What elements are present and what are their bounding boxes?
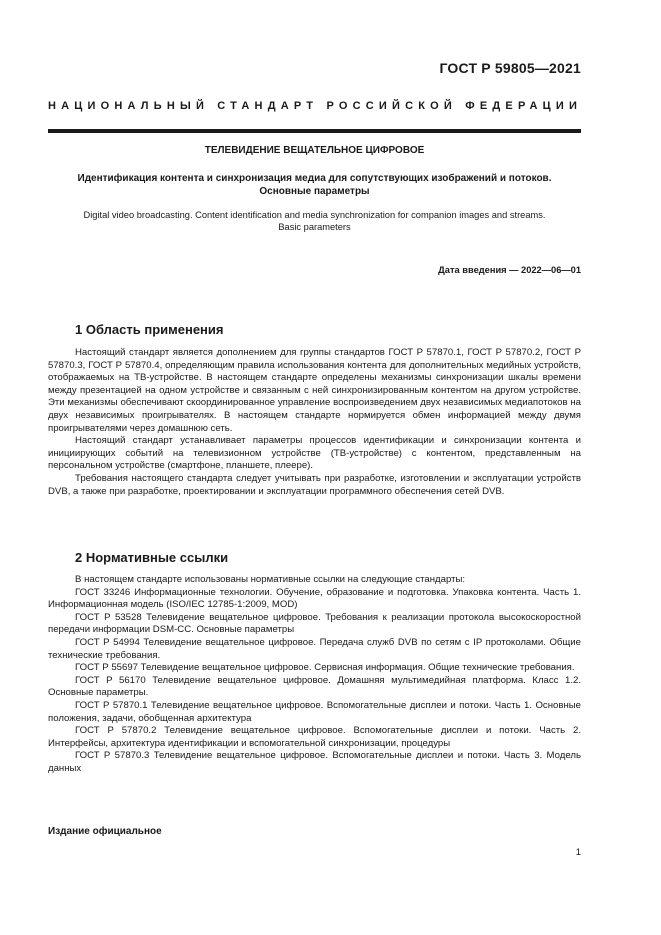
paragraph: В настоящем стандарте использованы нормативные ссылки на следующие стандарты: xyxy=(75,574,466,585)
subtitle-ru-line: Идентификация контента и синхронизация медиа для сопутствующих изображений и потоков. xyxy=(77,173,552,184)
section-1-body xyxy=(48,347,581,498)
reference-item: ГОСТ Р 55697 Телевидение вещательное цифровое. Сервисная информация. Общие технические требования. xyxy=(75,662,575,674)
introduction-date: Дата введения — 2022—06—01 xyxy=(438,265,581,275)
section-2-body xyxy=(48,574,581,776)
document-title: ТЕЛЕВИДЕНИЕ ВЕЩАТЕЛЬНОЕ ЦИФРОВОЕ xyxy=(204,145,425,156)
paragraph: Настоящий стандарт является дополнением для группы стандартов ГОСТ Р 57870.1, ГОСТ Р 57870.2, ГОСТ Р 57870.3, ГОСТ Р 57870.4, определяющим правила использования контента для дополнительных медийных устройств, отображаемых на ТВ-устройстве. В настоящем стандарте определены механизмы синхронизации шкалы времени между презентацией на одном устройстве и связанным с ней синхронизированным контентом на другом устройстве. Эти механизмы обеспечивают скоординированное управление воспроизведением двух независимых медиапотоков на двух независимых проигрывателях. В настоящем стандарте нормируется обмен информацией между двумя проигрывателями через домашнюю сеть. xyxy=(48,347,581,434)
subtitle-russian xyxy=(48,172,581,198)
subtitle-en-line: Digital video broadcasting. Content identification and media synchronization for companion images and streams. xyxy=(83,210,546,220)
section-2-heading: 2 Нормативные ссылки xyxy=(75,550,229,565)
reference-item: ГОСТ 33246 Информационные технологии. Обучение, образование и подготовка. Упаковка контента. Часть 1. Информационная модель (ISO/IEC 12785-1:2009, MOD) xyxy=(48,586,581,611)
subtitle-ru-line: Основные параметры xyxy=(259,186,370,197)
paragraph: Настоящий стандарт устанавливает параметры процессов идентификации и синхронизации контента и инициирующих событий на телевизионном устройстве (ТВ-устройстве) с контентом, представленным на персональном устройстве (смартфоне, планшете, плеере). xyxy=(48,435,581,472)
reference-item: ГОСТ Р 54994 Телевидение вещательное цифровое. Передача служб DVB по сетям с IP протоколами. Общие технические требования. xyxy=(48,636,581,661)
reference-item: ГОСТ Р 56170 Телевидение вещательное цифровое. Домашняя мультимедийная платформа. Класс 1.2. Основные параметры. xyxy=(48,674,581,699)
subtitle-english xyxy=(48,209,581,233)
section-1-heading: 1 Область применения xyxy=(75,322,224,337)
paragraph: Требования настоящего стандарта следует учитывать при разработке, изготовлении и эксплуатации устройств DVB, а также при разработке, проектировании и эксплуатации программного обеспечения сетей DVB. xyxy=(48,472,581,497)
official-edition-label: Издание официальное xyxy=(48,826,162,837)
reference-item: ГОСТ Р 57870.1 Телевидение вещательное цифровое. Вспомогательные дисплеи и потоки. Часть 1. Основные положения, задачи, обобщенная архитектура xyxy=(48,699,581,724)
reference-item: ГОСТ Р 57870.3 Телевидение вещательное цифровое. Вспомогательные дисплеи и потоки. Часть 3. Модель данных xyxy=(48,750,581,774)
reference-item: ГОСТ Р 53528 Телевидение вещательное цифровое. Требования к реализации протокола высокоскоростной передачи информации DSM-CC. Основные параметры xyxy=(48,611,581,636)
reference-item: ГОСТ Р 57870.2 Телевидение вещательное цифровое. Вспомогательные дисплеи и потоки. Часть 2. Интерфейсы, архитектура идентификации и вспомогательной синхронизации, процедуры xyxy=(48,725,581,749)
page-number: 1 xyxy=(575,847,581,858)
national-standard-heading: НАЦИОНАЛЬНЫЙ СТАНДАРТ РОССИЙСКОЙ ФЕДЕРАЦИИ xyxy=(48,100,583,112)
header-rule xyxy=(48,129,581,133)
subtitle-en-line: Basic parameters xyxy=(278,222,351,232)
standard-number: ГОСТ Р 59805—2021 xyxy=(439,60,581,76)
